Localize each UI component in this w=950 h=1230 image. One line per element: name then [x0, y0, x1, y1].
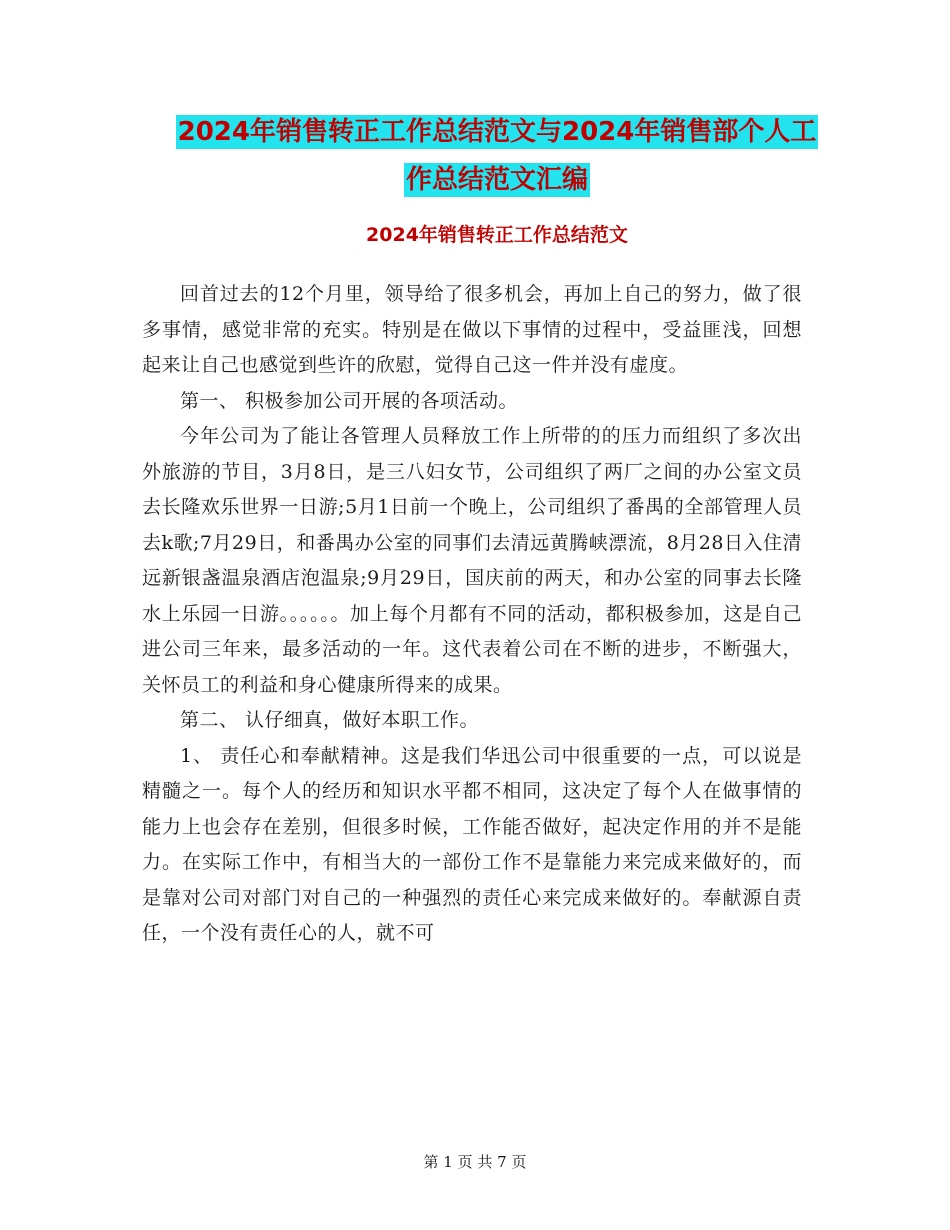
page-footer: 第 1 页 共 7 页 — [423, 1153, 527, 1171]
paragraph-activities: 今年公司为了能让各管理人员释放工作上所带的的压力而组织了多次出外旅游的节目，3月8日，是三八妇女节，公司组织了两厂之间的办公室文员去长隆欢乐世界一日游;5月1日前一个晚上，公司组织了番禺的全部管理人员去k歌;7月29日，和番禺办公室的同事们去清远黄腾峡漂流，8月28日入住清远新银盏温泉酒店泡温泉;9月29日，国庆前的两天，和办公室的同事去长隆水上乐园一日游。。。。。。加上每个月都有不同的活动，都积极参加，这是自己进公司三年来，最多活动的一年。这代表着公司在不断的进步，不断强大，关怀员工的利益和身心健康所得来的成果。 — [142, 425, 802, 696]
paragraph-heading-first: 第一、 积极参加公司开展的各项活动。 — [180, 389, 519, 412]
paragraph-responsibility: 1、 责任心和奉献精神。这是我们华迅公司中很重要的一点，可以说是精髓之一。每个人的经历和知识水平都不相同，这决定了每个人在做事情的能力上也会存在差别，但很多时候，工作能否做好，起决定作用的并不是能力。在实际工作中，有相当大的一部份工作不是靠能力来完成来做好的，而是靠对公司对部门对自己的一种强烈的责任心来完成来做好的。奉献源自责任，一个没有责任心的人，就不可 — [142, 744, 802, 944]
paragraph-intro: 回首过去的12个月里，领导给了很多机会，再加上自己的努力，做了很多事情，感觉非常的充实。特别是在做以下事情的过程中，受益匪浅，回想起来让自己也感觉到些许的欣慰，觉得自己这一件并没有虚度。 — [142, 283, 802, 376]
body-text — [142, 277, 802, 952]
paragraph-heading-second: 第二、 认仔细真，做好本职工作。 — [180, 709, 480, 731]
document-title — [140, 108, 854, 204]
section-title: 2024年销售转正工作总结范文 — [366, 224, 628, 246]
document-title-line-1: 2024年销售转正工作总结范文与2024年销售部个人工 — [177, 117, 817, 147]
document-title-line-2: 作总结范文汇编 — [405, 165, 588, 195]
